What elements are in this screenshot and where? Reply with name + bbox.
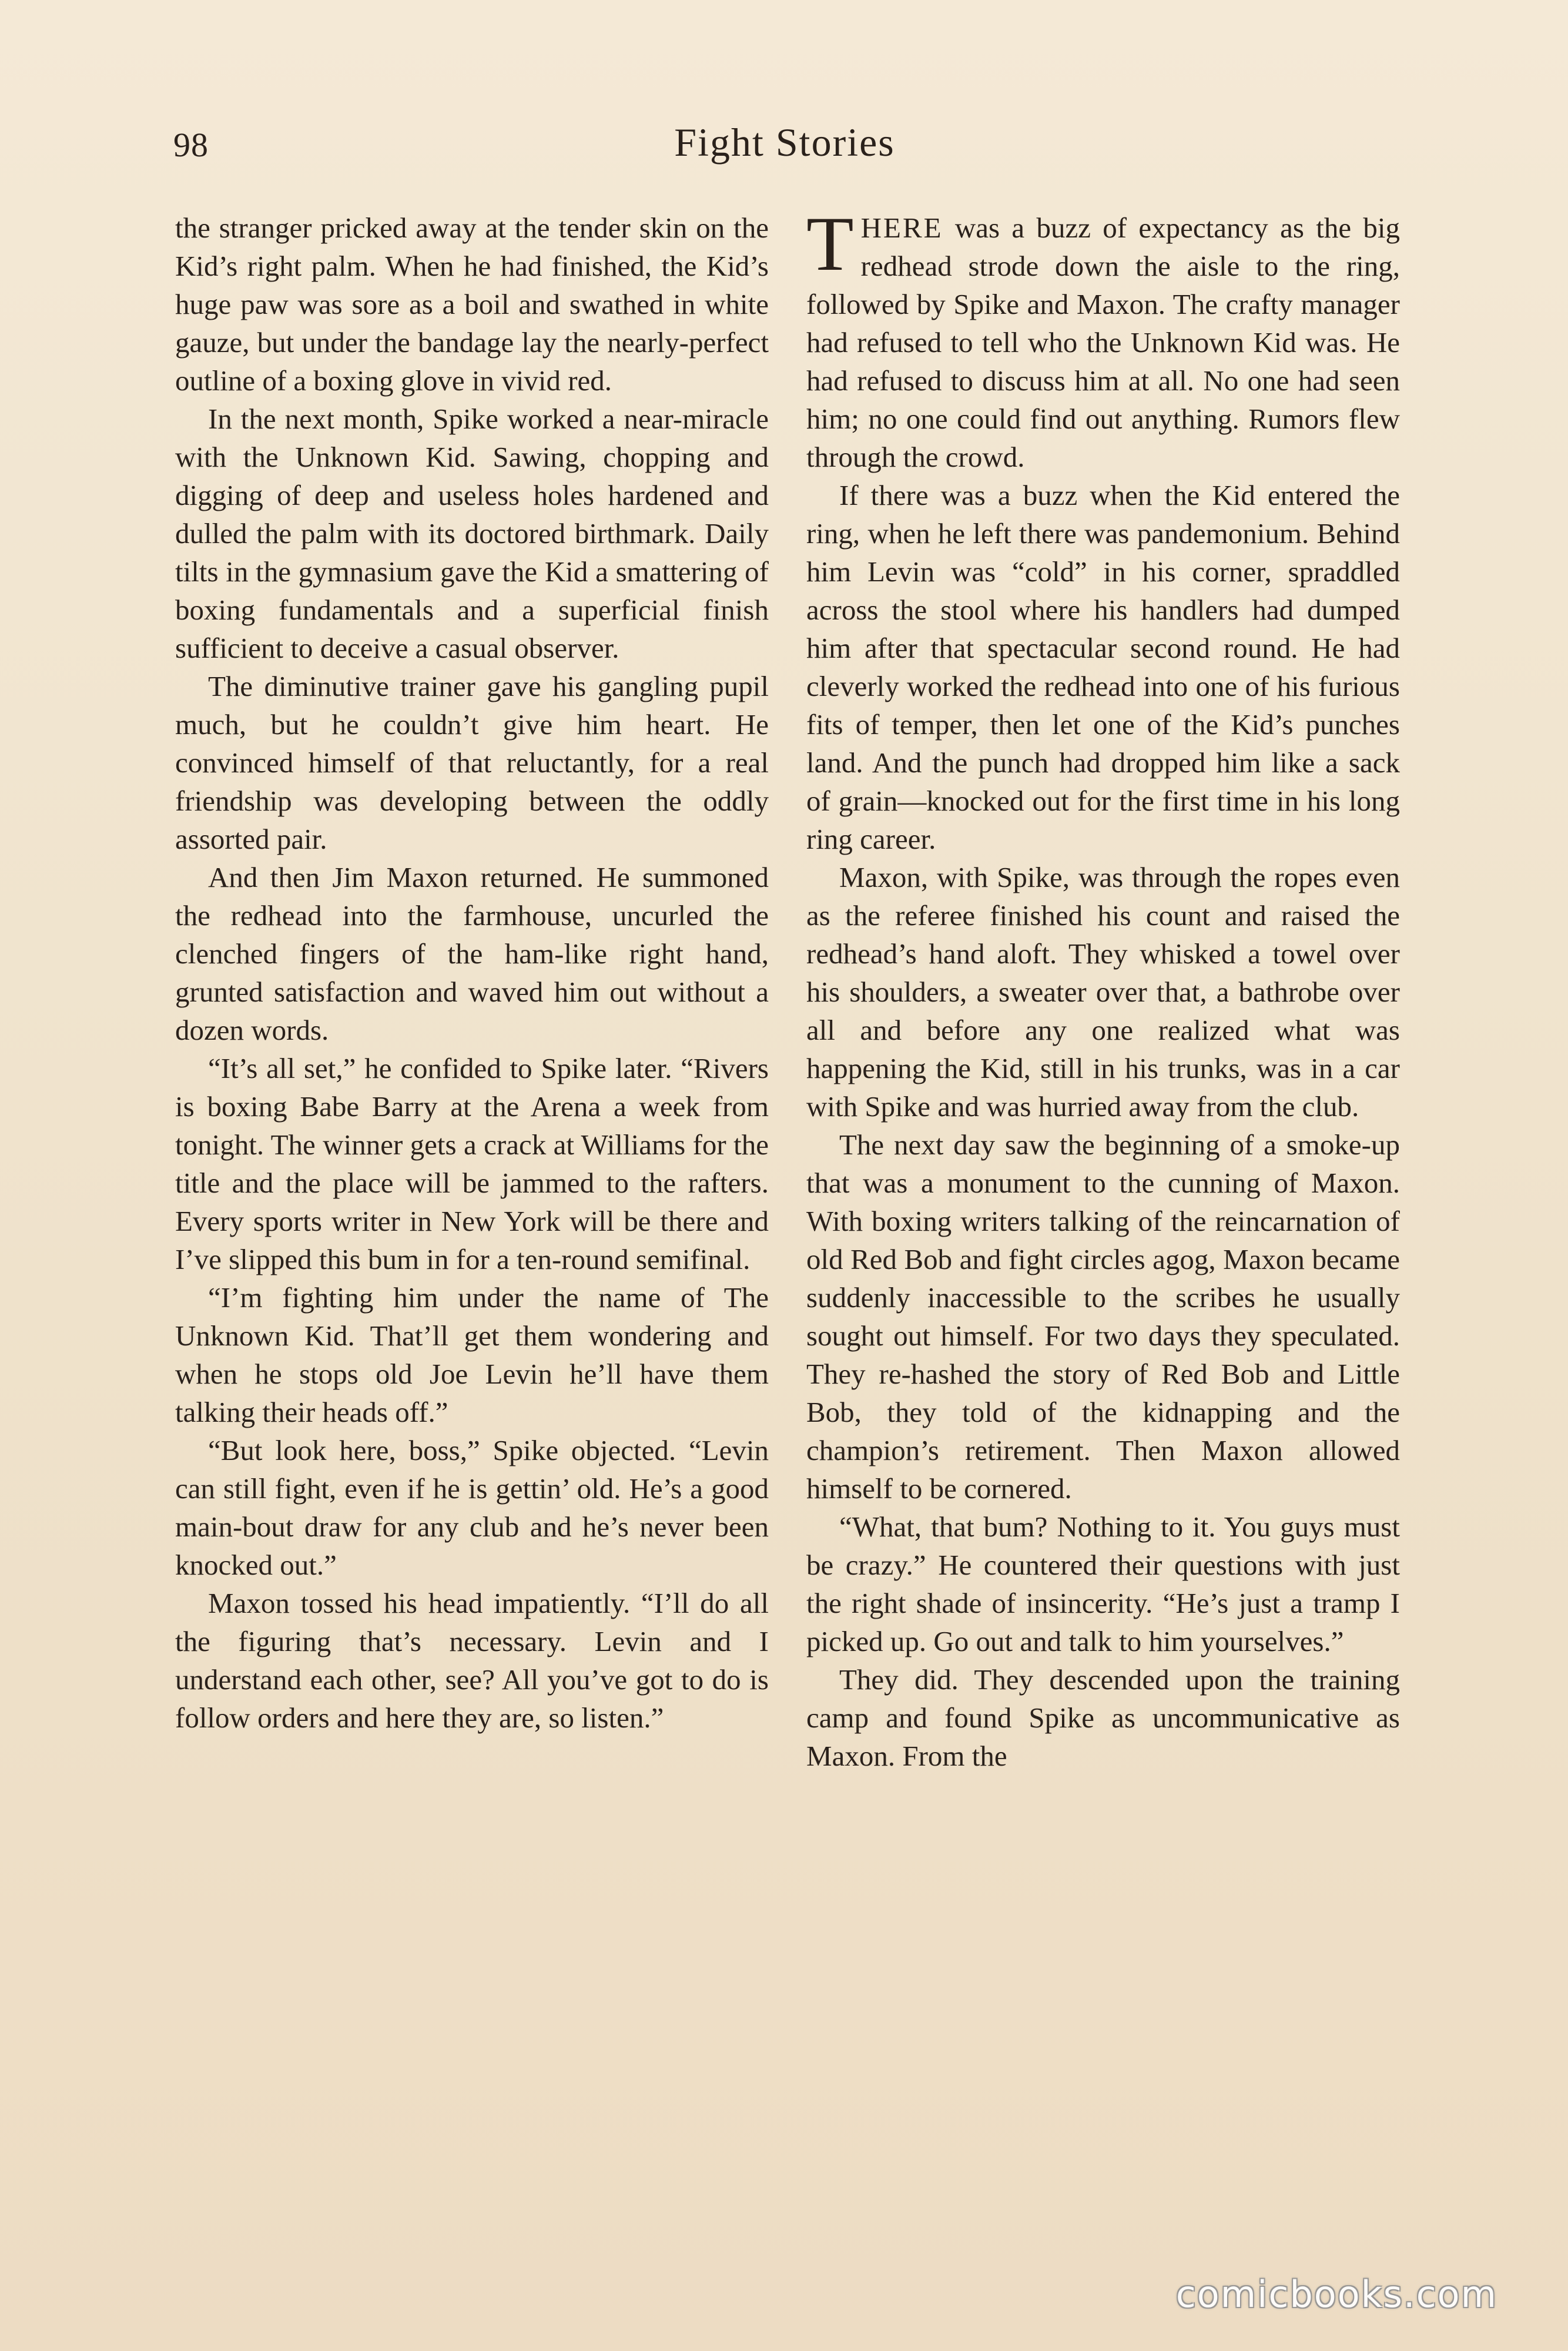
paragraph: In the next month, Spike worked a near-miracle with the Unknown Kid. Sawing, chopping and digging of deep and useless holes hardened and dulled the palm with its doctored birthmark. Daily tilts in the gymnasium gave the Kid a smattering of boxing fundamentals and a superficial finish sufficient to deceive a casual observer.: [175, 403, 769, 664]
paragraph: “It’s all set,” he confided to Spike later. “Rivers is boxing Babe Barry at the Arena a week from tonight. The winner gets a crack at Williams for the title and the place will be jammed to the rafters. Every sports writer in New York will be there and I’ve slipped this bum in for a ten-round semifinal.: [175, 1052, 769, 1275]
paragraph: the stranger pricked away at the tender skin on the Kid’s right palm. When he had finished, the Kid’s huge paw was sore as a boil and swathed in white gauze, but under the bandage lay the nearly-perfect outline of a boxing glove in vivid red.: [175, 212, 769, 397]
paragraph: The next day saw the beginning of a smoke-up that was a monument to the cunning of Maxon. With boxing writers talking of the reincarnation of old Red Bob and fight circles agog, Maxon became suddenly inaccessible to the scribes he usually sought out himself. For two days they speculated. They re-hashed the story of Red Bob and Little Bob, they told of the kidnapping and the champion’s retirement. Then Maxon allowed himself to be cornered.: [806, 1128, 1400, 1505]
paragraph: Maxon tossed his head impatiently. “I’ll do all the figuring that’s necessary. Levin and I understand each other, see? All you’ve got to do is follow orders and here they are, so listen.”: [175, 1587, 769, 1734]
paragraph: The diminutive trainer gave his gangling pupil much, but he couldn’t give him heart. He convinced himself of that reluctantly, for a real friendship was developing between the oddly assorted pair.: [175, 670, 769, 855]
opening-small-caps: HERE: [860, 212, 943, 244]
paragraph: They did. They descended upon the training camp and found Spike as uncommunicative as Maxon. From the: [806, 1663, 1400, 1772]
section-opening-paragraph: [806, 200, 1400, 476]
paragraph: “What, that bum? Nothing to it. You guys must be crazy.” He countered their questions with just the right shade of insincerity. “He’s just a tramp I picked up. Go out and talk to him yourselves.”: [806, 1511, 1400, 1657]
right-column: [806, 200, 1400, 2207]
drop-cap: T: [806, 200, 854, 287]
page-number: 98: [173, 126, 209, 164]
running-title: Fight Stories: [674, 120, 895, 165]
paragraph: “I’m fighting him under the name of The Unknown Kid. That’ll get them wondering and when he stops old Joe Levin he’ll have them talking their heads off.”: [175, 1281, 769, 1428]
left-column: [175, 209, 769, 2207]
paragraph: If there was a buzz when the Kid entered the ring, when he left there was pandemonium. Behind him Levin was “cold” in his corner, spraddled across the stool where his handlers had dumped him after that spectacular second round. He had cleverly worked the redhead into one of his furious fits of temper, then let one of the Kid’s punches land. And the punch had dropped him like a sack of grain—knocked out for the first time in his long ring career.: [806, 479, 1400, 855]
page-header: [173, 118, 1396, 182]
paragraph: Maxon, with Spike, was through the ropes even as the referee finished his count and raised the redhead’s hand aloft. They whisked a towel over his shoulders, a sweater over that, a bathrobe over all and before any one realized what was happening the Kid, still in his trunks, was in a car with Spike and was hurried away from the club.: [806, 861, 1400, 1123]
site-watermark: comicbooks.com: [1175, 2273, 1497, 2316]
paragraph: “But look here, boss,” Spike objected. “Levin can still fight, even if he is gettin’ old. He’s a good main-bout draw for any club and he’s never been knocked out.”: [175, 1434, 769, 1581]
paragraph: And then Jim Maxon returned. He summoned the redhead into the farmhouse, uncurled the clenched fingers of the ham-like right hand, grunted satisfaction and waved him out without a dozen words.: [175, 861, 769, 1046]
opening-text: was a buzz of expectancy as the big redhead strode down the aisle to the ring, followed by Spike and Maxon. The crafty manager had refused to tell who the Unknown Kid was. He had refused to discuss him at all. No one had seen him; no one could find out anything. Rumors flew through the crowd.: [806, 212, 1400, 473]
